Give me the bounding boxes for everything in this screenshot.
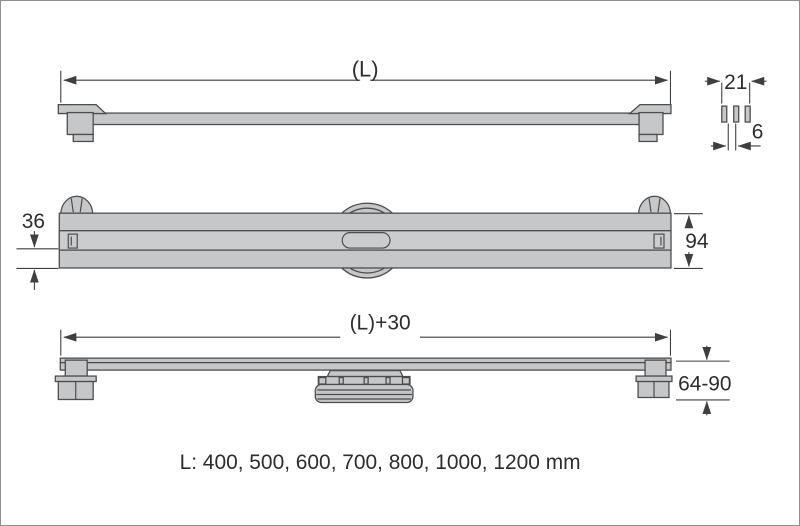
dim-label-overall-length: (L)+30 — [349, 311, 411, 335]
front-view — [16, 196, 708, 290]
trap-flange-end — [402, 378, 409, 384]
grate-rail — [734, 106, 739, 122]
grate-rail — [722, 106, 727, 122]
drawing-canvas — [1, 1, 799, 525]
trap-neck — [327, 371, 403, 377]
dim-label-length-L: (L) — [351, 56, 379, 82]
trap-body — [315, 385, 413, 403]
foot-right-plate — [636, 376, 672, 381]
end-cap-right-tab — [639, 134, 657, 141]
dim-label-channel-height: 36 — [21, 210, 46, 234]
end-cap-left-tab — [73, 134, 93, 141]
end-cap-right-block — [639, 113, 663, 135]
inspection-slot — [342, 233, 390, 248]
bottom-view — [55, 312, 731, 416]
grate-bar — [91, 113, 639, 124]
end-cap-left-block — [67, 113, 93, 135]
dim-label-install-height: 64-90 — [678, 372, 732, 396]
dim-label-overall-height: 94 — [685, 230, 709, 254]
trap-screw-slot — [386, 378, 390, 384]
foot-right-bracket — [645, 360, 666, 376]
foot-left-plate — [55, 376, 96, 381]
trap-flange-end — [319, 378, 326, 384]
foot-left-bracket — [65, 360, 87, 376]
grate-profile-detail — [705, 71, 767, 150]
grate-rail — [745, 106, 750, 122]
channel-rim — [60, 358, 671, 362]
available-lengths-note: L: 400, 500, 600, 700, 800, 1000, 1200 mm — [179, 451, 581, 475]
top-view — [58, 57, 671, 142]
trap-screw-slot — [364, 378, 368, 384]
dim-label-slot-gap: 6 — [751, 120, 764, 144]
trap-screw-slot — [339, 378, 343, 384]
dim-label-profile-width: 21 — [724, 71, 748, 95]
channel-base — [60, 363, 671, 370]
